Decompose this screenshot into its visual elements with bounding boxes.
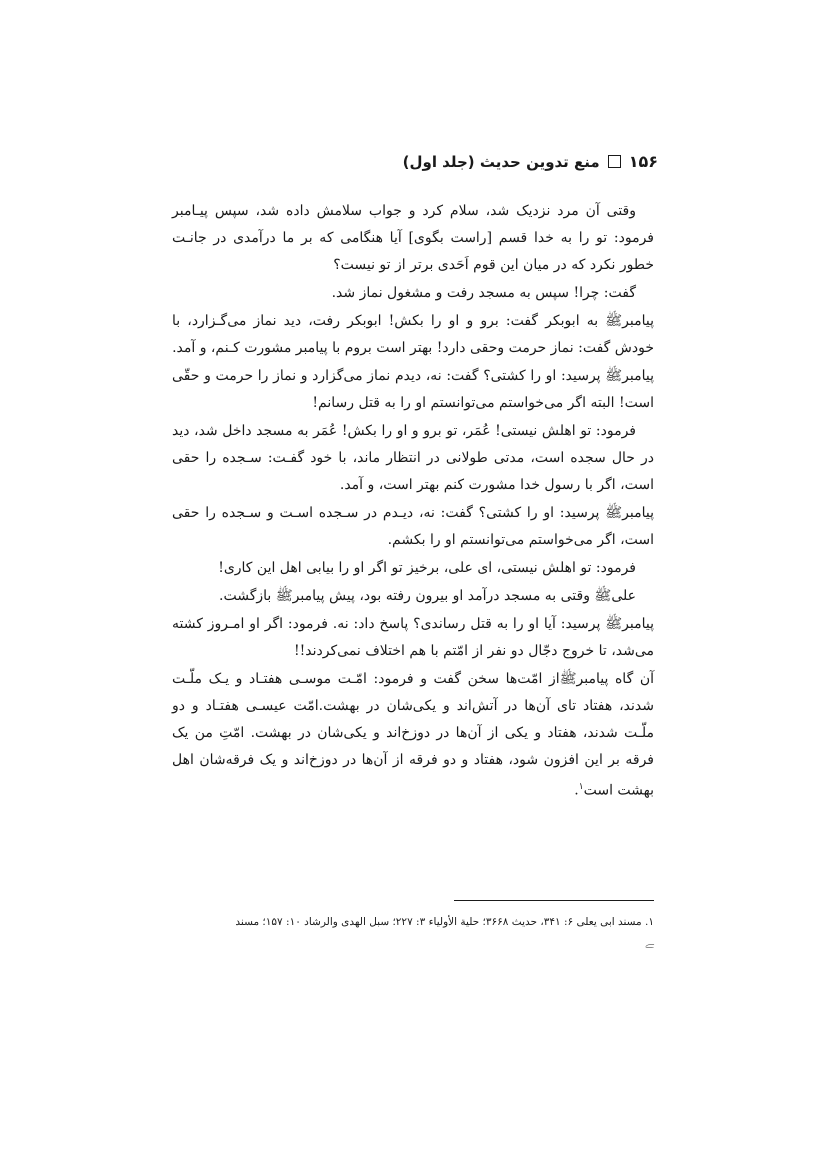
- continuation-mark: ﮯ: [644, 934, 654, 949]
- paragraph: پیامبرﷺ پرسید: او را کشتی؟ گفت: نه، دیدم نماز می‌گزارد و نماز را حرمت و حقّی است! البته اگر می‌خواستم می‌توانستم او را به قتل رسانم!: [172, 368, 654, 411]
- paragraph: فرمود: تو اهلش نیستی! عُمَر، تو برو و او را بکش! عُمَر به مسجد داخل شد، دید در حال سجده است، مدتی طولانی در انتظار ماند، با خود گفـت: سـجده را حقی است، اگر با رسول خدا مشورت کنم بهتر است، و آمد.: [172, 423, 654, 493]
- body-text: [172, 198, 654, 806]
- page-number: ۱۵۶: [628, 152, 658, 171]
- paragraph: علیﷺ وقتی به مسجد درآمد او بیرون رفته بود، پیش پیامبرﷺ بازگشت.: [219, 588, 636, 604]
- book-title: منع تدوین حدیث (جلد اول): [402, 152, 600, 171]
- paragraph: پیامبرﷺ به ابوبکر گفت: برو و او را بکش! ابوبکر رفت، دید نماز می‌گـزارد، با خودش گفت: نماز حرمت وحقی دارد! بهتر است بروم با پیامبر مشورت کـنم، و آمد.: [172, 313, 654, 356]
- paragraph: پیامبرﷺ پرسید: آیا او را به قتل رساندی؟ پاسخ داد: نه. فرمود: اگر او امـروز کشته می‌شد، تا خروج دجّال دو نفر از امّتم با هم اختلاف نمی‌کردند!!: [172, 616, 654, 659]
- footnote: [172, 912, 654, 952]
- footnote-divider: [454, 900, 654, 901]
- running-header: [403, 152, 658, 171]
- paragraph: فرمود: تو اهلش نیستی، ای علی، برخیز تو اگر او را بیابی اهل این کاری!: [218, 560, 636, 576]
- footnote-marker: ۱: [578, 782, 584, 792]
- last-paragraph: آن گاه پیامبرﷺاز امّت‌ها سخن گفت و فرمود: امّـت موسـی هفتـاد و یـک ملّـت شدند، هفتاد تای آن‌ها در آتش‌اند و یکی‌شان در بهشت.امّت عیسـی هفتـاد و دو ملّـت شدند، هفتاد و یکی از آن‌ها در دوزخ‌اند و یکی‌شان در بهشت. امّتِ من یک فرقه بر این افزون شود، هفتاد و دو فرقه از آن‌ها در دوزخ‌اند و یک فرقه‌شان اهل بهشت است$^۱$.: [172, 671, 654, 799]
- paragraph: پیامبرﷺ پرسید: او را کشتی؟ گفت: نه، دیـدم در سـجده اسـت و سـجده را حقی است، اگر می‌خواستم می‌توانستم او را بکشم.: [172, 505, 654, 548]
- square-ornament-icon: [608, 155, 621, 168]
- paragraph: وقتی آن مرد نزدیک شد، سلام کرد و جواب سلامش داده شد، سپس پیـامبر فرمود: تو را به خدا قسم [راست بگوی] آیا هنگامی که بر ما درآمدی در جانـت خطور نکرد که در میان این قوم اَحَدی برتر از تو نیست؟: [172, 203, 654, 273]
- paragraph: گفت: چرا! سپس به مسجد رفت و مشغول نماز شد.: [331, 285, 636, 301]
- paragraph-text: آن گاه پیامبرﷺاز امّت‌ها سخن گفت و فرمود: امّـت موسـی هفتـاد و یـک ملّـت شدند، هفتاد تای آن‌ها در آتش‌اند و یکی‌شان در بهشت.امّت عیسـی هفتـاد و دو ملّـت شدند، هفتاد و یکی از آن‌ها در دوزخ‌اند و یکی‌شان در بهشت. امّتِ من یک فرقه بر این افزون شود، هفتاد و دو فرقه از آن‌ها در دوزخ‌اند و یک فرقه‌شان اهل بهشت است: [172, 671, 654, 799]
- footnote-text: ۱. مسند ابی یعلی ۶: ۳۴۱، حدیث ۳۶۶۸؛ حلیة الأولیاء ۳: ۲۲۷؛ سبل الهدی والرشاد ۱۰: ۱۵۷؛ مسند: [235, 916, 654, 928]
